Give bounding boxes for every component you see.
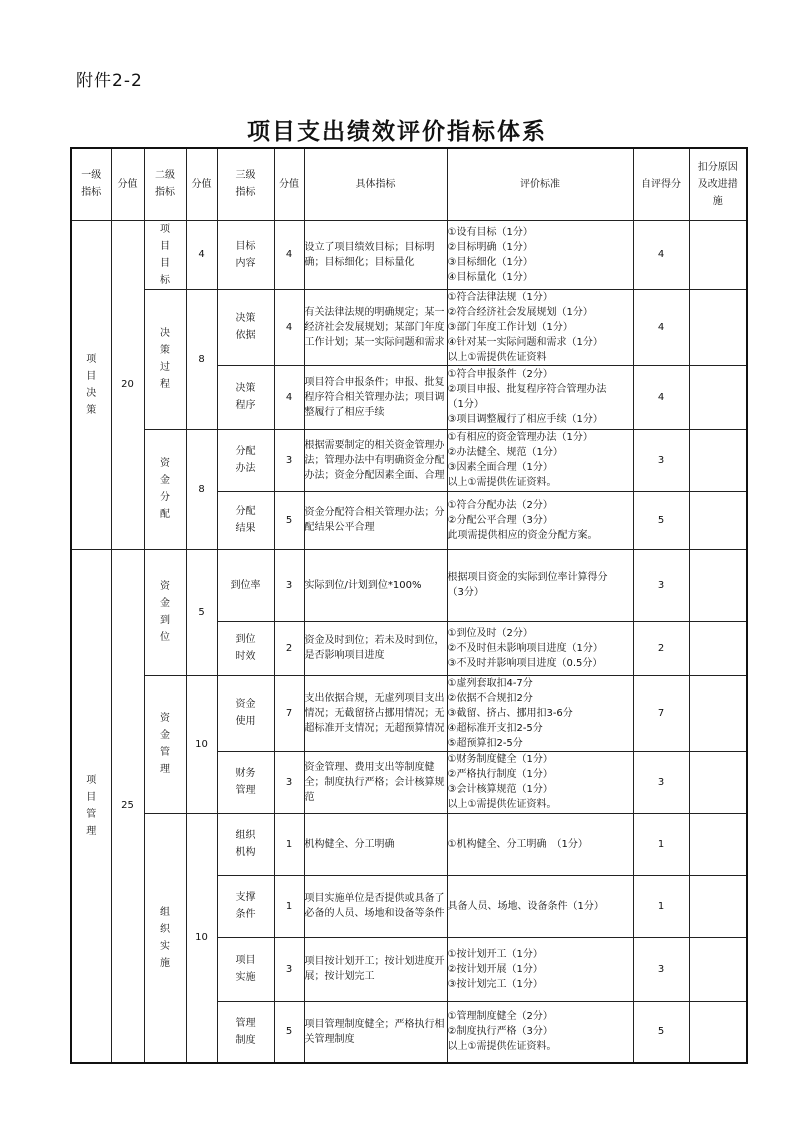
level2-score: 5 xyxy=(186,549,217,675)
criteria-line: ④超标准开支扣2-5分 xyxy=(447,722,543,734)
criteria-cell xyxy=(447,1001,633,1063)
level3-cell: 决策程序 xyxy=(217,365,274,429)
level2-score: 10 xyxy=(186,675,217,813)
col-level2: 二级指标 xyxy=(144,148,186,220)
level2-cell: 资金管理 xyxy=(144,675,186,813)
self-score: 5 xyxy=(633,491,689,549)
criteria-line: ①设有目标（1分） xyxy=(447,226,533,238)
deduction-cell xyxy=(689,621,747,675)
level3-cell: 财务管理 xyxy=(217,751,274,813)
table-row xyxy=(71,549,747,621)
table-row xyxy=(71,429,747,491)
level3-cell: 资金使用 xyxy=(217,675,274,751)
criteria-line: ①财务制度健全（1分） xyxy=(447,754,553,765)
criteria-line: ①符合申报条件（2分） xyxy=(447,369,553,380)
attachment-label: 附件2-2 xyxy=(76,71,143,91)
level3-score: 4 xyxy=(274,289,304,365)
criteria-cell xyxy=(447,813,633,875)
criteria-line: 以上①需提供佐证资料。 xyxy=(447,799,557,810)
level2-cell: 决策过程 xyxy=(144,289,186,429)
criteria-cell xyxy=(447,220,633,289)
specific-indicator: 项目管理制度健全；严格执行相关管理制度 xyxy=(304,1001,447,1063)
deduction-cell xyxy=(689,429,747,491)
criteria-line: ③目标细化（1分） xyxy=(447,256,533,268)
criteria-cell xyxy=(447,491,633,549)
level1-score: 25 xyxy=(111,549,144,1063)
criteria-line: ⑤超预算扣2-5分 xyxy=(447,737,523,749)
self-score: 4 xyxy=(633,220,689,289)
self-score: 5 xyxy=(633,1001,689,1063)
col-score2: 分值 xyxy=(186,148,217,220)
deduction-cell xyxy=(689,1001,747,1063)
specific-indicator: 设立了项目绩效目标；目标明确；目标细化；目标量化 xyxy=(304,220,447,289)
criteria-line: ③因素全面合理（1分） xyxy=(447,462,553,473)
criteria-line: ②按计划开展（1分） xyxy=(447,963,543,975)
criteria-line: 以上①需提供佐证资料 xyxy=(447,351,547,363)
specific-indicator: 有关法律法规的明确规定；某一经济社会发展规划；某部门年度工作计划；某一实际问题和需求 xyxy=(304,289,447,365)
table-row xyxy=(71,220,747,289)
deduction-cell xyxy=(689,875,747,937)
level3-score: 2 xyxy=(274,621,304,675)
level2-score: 4 xyxy=(186,220,217,289)
criteria-line: ②项目申报、批复程序符合管理办法 xyxy=(447,384,607,395)
criteria-line: ②办法健全、规范（1分） xyxy=(447,447,563,458)
deduction-cell xyxy=(689,751,747,813)
deduction-cell xyxy=(689,937,747,1001)
level3-cell: 管理制度 xyxy=(217,1001,274,1063)
level3-score: 1 xyxy=(274,875,304,937)
criteria-line: ②严格执行制度（1分） xyxy=(447,769,553,780)
criteria-cell xyxy=(447,289,633,365)
specific-indicator: 项目实施单位是否提供或具备了必备的人员、场地和设备等条件 xyxy=(304,875,447,937)
criteria-line: ②分配公平合理（3分） xyxy=(447,514,553,526)
level3-cell: 分配结果 xyxy=(217,491,274,549)
header-row xyxy=(71,148,747,220)
criteria-cell xyxy=(447,621,633,675)
criteria-line: 此项需提供相应的资金分配方案。 xyxy=(447,529,598,541)
level3-cell: 支撑条件 xyxy=(217,875,274,937)
page-title: 项目支出绩效评价指标体系 xyxy=(247,119,547,145)
level3-cell: 到位率 xyxy=(217,549,274,621)
col-score1: 分值 xyxy=(111,148,144,220)
criteria-line: ④针对某一实际问题和需求（1分） xyxy=(447,336,603,348)
level2-cell: 项目目标 xyxy=(144,220,186,289)
col-criteria: 评价标准 xyxy=(447,148,633,220)
level2-score: 10 xyxy=(186,813,217,1063)
criteria-cell xyxy=(447,751,633,813)
criteria-line: 具备人员、场地、设备条件（1分） xyxy=(447,900,604,912)
level3-cell: 到位时效 xyxy=(217,621,274,675)
level3-cell: 组织机构 xyxy=(217,813,274,875)
level1-cell: 项目决策 xyxy=(71,220,111,549)
criteria-line: （3分） xyxy=(447,587,484,598)
specific-indicator: 资金及时到位；若未及时到位，是否影响项目进度 xyxy=(304,621,447,675)
self-score: 3 xyxy=(633,429,689,491)
col-specific: 具体指标 xyxy=(304,148,447,220)
level3-score: 4 xyxy=(274,220,304,289)
level3-score: 3 xyxy=(274,549,304,621)
criteria-line: ①虚列套取扣4-7分 xyxy=(447,677,533,689)
specific-indicator: 支出依据合规，无虚列项目支出情况；无截留挤占挪用情况；无超标准开支情况；无超预算情况 xyxy=(304,675,447,751)
deduction-cell xyxy=(689,813,747,875)
level3-score: 3 xyxy=(274,751,304,813)
criteria-cell xyxy=(447,875,633,937)
criteria-line: ②依据不合规扣2分 xyxy=(447,692,533,704)
specific-indicator: 实际到位/计划到位*100% xyxy=(304,549,447,621)
level2-score: 8 xyxy=(186,289,217,429)
deduction-cell xyxy=(689,220,747,289)
specific-indicator: 根据需要制定的相关资金管理办法；管理办法中有明确资金分配办法；资金分配因素全面、合理 xyxy=(304,429,447,491)
level2-cell: 资金分配 xyxy=(144,429,186,549)
level3-score: 3 xyxy=(274,429,304,491)
criteria-line: ①符合分配办法（2分） xyxy=(447,499,553,511)
level3-cell: 项目实施 xyxy=(217,937,274,1001)
self-score: 1 xyxy=(633,875,689,937)
level3-score: 1 xyxy=(274,813,304,875)
criteria-line: ①按计划开工（1分） xyxy=(447,948,543,960)
level3-cell: 分配办法 xyxy=(217,429,274,491)
level3-cell: 目标内容 xyxy=(217,220,274,289)
level3-score: 3 xyxy=(274,937,304,1001)
self-score: 4 xyxy=(633,365,689,429)
col-self-score: 自评得分 xyxy=(633,148,689,220)
level3-score: 5 xyxy=(274,491,304,549)
self-score: 3 xyxy=(633,751,689,813)
col-level3: 三级指标 xyxy=(217,148,274,220)
col-deduction: 扣分原因及改进措施 xyxy=(689,148,747,220)
specific-indicator: 资金分配符合相关管理办法；分配结果公平合理 xyxy=(304,491,447,549)
criteria-cell xyxy=(447,365,633,429)
criteria-line: ①到位及时（2分） xyxy=(447,627,533,639)
deduction-cell xyxy=(689,549,747,621)
criteria-cell xyxy=(447,937,633,1001)
deduction-cell xyxy=(689,675,747,751)
deduction-cell xyxy=(689,491,747,549)
level3-score: 7 xyxy=(274,675,304,751)
criteria-line: ①管理制度健全（2分） xyxy=(447,1011,553,1023)
criteria-line: ①有相应的资金管理办法（1分） xyxy=(447,432,593,443)
deduction-cell xyxy=(689,289,747,365)
specific-indicator: 资金管理、费用支出等制度健全；制度执行严格；会计核算规范 xyxy=(304,751,447,813)
evaluation-table xyxy=(70,147,748,1064)
criteria-line: ②制度执行严格（3分） xyxy=(447,1026,553,1038)
criteria-line: 以上①需提供佐证资料。 xyxy=(447,477,557,488)
criteria-line: ③截留、挤占、挪用扣3-6分 xyxy=(447,707,573,719)
criteria-cell xyxy=(447,675,633,751)
specific-indicator: 机构健全、分工明确 xyxy=(304,813,447,875)
table-row xyxy=(71,675,747,751)
criteria-line: ③不及时并影响项目进度（0.5分） xyxy=(447,657,603,669)
criteria-line: ④目标量化（1分） xyxy=(447,271,533,283)
criteria-line: ③部门年度工作计划（1分） xyxy=(447,321,573,333)
level3-score: 4 xyxy=(274,365,304,429)
self-score: 4 xyxy=(633,289,689,365)
table-row xyxy=(71,813,747,875)
criteria-line: ②符合经济社会发展规划（1分） xyxy=(447,306,593,318)
self-score: 3 xyxy=(633,549,689,621)
col-score3: 分值 xyxy=(274,148,304,220)
col-level1: 一级指标 xyxy=(71,148,111,220)
criteria-line: ①符合法律法规（1分） xyxy=(447,291,553,303)
self-score: 2 xyxy=(633,621,689,675)
level3-score: 5 xyxy=(274,1001,304,1063)
criteria-line: ③会计核算规范（1分） xyxy=(447,784,553,795)
self-score: 3 xyxy=(633,937,689,1001)
criteria-line: ①机构健全、分工明确 （1分） xyxy=(447,838,588,850)
criteria-line: 以上①需提供佐证资料。 xyxy=(447,1041,557,1053)
self-score: 1 xyxy=(633,813,689,875)
level1-score: 20 xyxy=(111,220,144,549)
criteria-line: ③项目调整履行了相应手续（1分） xyxy=(447,414,603,425)
criteria-line: ②不及时但未影响项目进度（1分） xyxy=(447,642,603,654)
level3-cell: 决策依据 xyxy=(217,289,274,365)
level2-cell: 资金到位 xyxy=(144,549,186,675)
criteria-line: ②目标明确（1分） xyxy=(447,241,533,253)
self-score: 7 xyxy=(633,675,689,751)
criteria-line: 根据项目资金的实际到位率计算得分 xyxy=(447,572,608,583)
criteria-line: （1分） xyxy=(447,399,484,410)
criteria-cell xyxy=(447,549,633,621)
deduction-cell xyxy=(689,365,747,429)
criteria-line: ③按计划完工（1分） xyxy=(447,978,543,990)
level1-cell: 项目管理 xyxy=(71,549,111,1063)
specific-indicator: 项目符合申报条件；申报、批复程序符合相关管理办法；项目调整履行了相应手续 xyxy=(304,365,447,429)
specific-indicator: 项目按计划开工；按计划进度开展；按计划完工 xyxy=(304,937,447,1001)
table-row xyxy=(71,289,747,365)
criteria-cell xyxy=(447,429,633,491)
level2-cell: 组织实施 xyxy=(144,813,186,1063)
level2-score: 8 xyxy=(186,429,217,549)
